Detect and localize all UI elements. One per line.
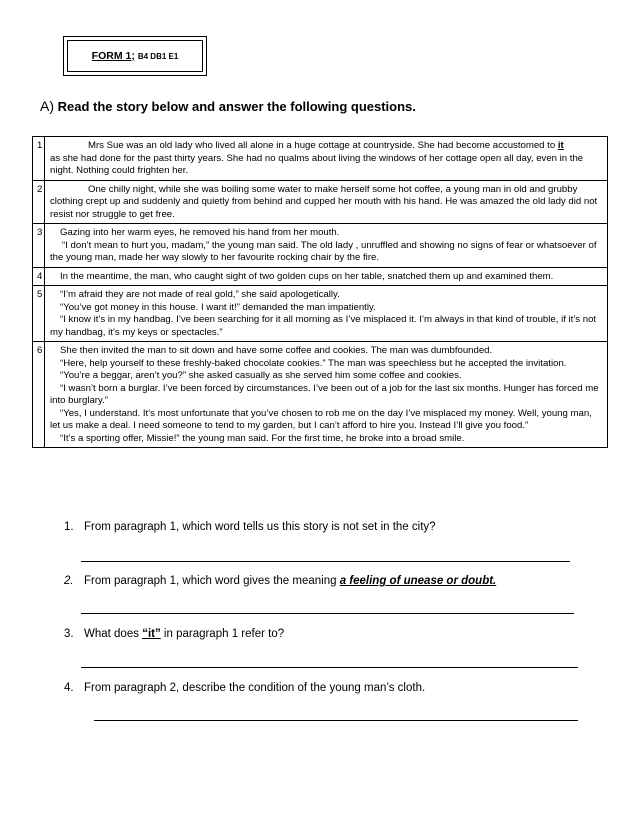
paragraph-number: 1 [33,137,45,181]
answer-line-3[interactable] [81,667,578,668]
form-label-box [63,36,207,76]
story-table [32,136,608,448]
question-3 [64,628,284,640]
paragraph-line: “I wasn’t born a burglar. I’ve been forced by circumstances. I’ve been out of a job for the last six months. Hunger has forced me into burglary.” [50,382,599,406]
question-number: 3. [64,628,74,640]
paragraph-line: “Here, help yourself to these freshly-baked chocolate cookies.” The man was speechless but he accepted the invitation. [60,357,567,369]
question-emphasis: a feeling of unease or doubt. [339,575,497,587]
paragraph-6 [45,342,608,448]
paragraph-line: “You’ve got money in this house. I want it!” demanded the man impatiently. [60,301,376,313]
paragraph-number: 6 [33,342,45,448]
story-row [33,224,608,268]
story-row [33,342,608,448]
question-text: From paragraph 2, describe the condition of the young man’s cloth. [84,682,426,694]
question-number: 2. [64,575,74,587]
paragraph-line: “Yes, I understand. It’s most unfortunate that you’ve chosen to rob me on the day I’ve misplaced my money. Well, young man, let us make a deal. I need someone to tend to my garden, but I can’t afford to hire you. Instead I’ll give you food.” [50,407,592,431]
instruction-letter: A) [40,98,54,114]
answer-line-1[interactable] [81,561,570,562]
paragraph-line: In the meantime, the man, who caught sight of two golden cups on her table, snatched them up and examined them. [60,270,554,282]
paragraph-line: “I know it’s in my handbag. I’ve been searching for it all morning as I’ve misplaced it. I’m always in that kind of trouble, if it’s not my handbag, it’s my keys or spectacles.” [50,314,597,338]
paragraph-line: “I’m afraid they are not made of real gold,” she said apologetically. [60,289,340,300]
story-row [33,267,608,286]
paragraph-line: “I don’t mean to hurt you, madam,” the young man said. The old lady , unruffled and showing no signs of fear or whatsoever of the young man, made her way slowly to her favourite rocking chair by the fire. [50,239,597,263]
instruction [40,98,416,114]
paragraph-line: “You’re a beggar, aren’t you?” she asked casually as she served him some coffee and cookies. [60,370,462,381]
question-2 [64,575,496,587]
paragraph-line: One chilly night, while she was boiling some water to make herself some hot coffee, a young man in old and grubby clothing crept up and suddenly and quietly from behind and cupped her mouth with his hand. He was amazed the old lady did not resist nor struggle to get free. [50,183,598,220]
paragraph-line: Gazing into her warm eyes, he removed his hand from her mouth. [60,227,340,238]
paragraph-5 [45,286,608,342]
paragraph-4 [45,267,608,286]
paragraph-line: She then invited the man to sit down and have some coffee and cookies. The man was dumbfounded. [60,345,493,356]
form-label: FORM 1; [91,50,135,62]
story-row [33,286,608,342]
paragraph-line: “It’s a sporting offer, Missie!” the young man said. For the first time, he broke into a broad smile. [60,432,465,444]
answer-line-4[interactable] [94,720,578,721]
answer-line-2[interactable] [81,613,574,614]
paragraph-number: 5 [33,286,45,342]
question-text-after: in paragraph 1 refer to? [163,628,285,640]
question-text: From paragraph 1, which word gives the meaning [84,575,337,587]
paragraph-number: 3 [33,224,45,268]
question-quoted-word: “it” [142,628,161,640]
form-label-inner [67,40,203,72]
question-4 [64,682,425,694]
paragraph-number: 2 [33,180,45,224]
question-number: 1. [64,521,74,533]
question-text: What does [84,628,139,640]
paragraph-1 [45,137,608,181]
underlined-word: it [557,140,564,151]
paragraph-line: Mrs Sue was an old lady who lived all alone in a huge cottage at countryside. She had become accustomed to [88,140,556,151]
question-text: From paragraph 1, which word tells us this story is not set in the city? [84,521,436,533]
paragraph-2 [45,180,608,224]
paragraph-line: as she had done for the past thirty years. She had no qualms about living the windows of her cottage open all day, even in the night. Nothing could frighten her. [50,152,584,176]
story-row [33,137,608,181]
paragraph-3 [45,224,608,268]
form-code: B4 DB1 E1 [137,51,179,61]
instruction-text: Read the story below and answer the following questions. [57,99,416,114]
story-row [33,180,608,224]
paragraph-number: 4 [33,267,45,286]
question-1 [64,521,436,533]
question-number: 4. [64,682,74,694]
